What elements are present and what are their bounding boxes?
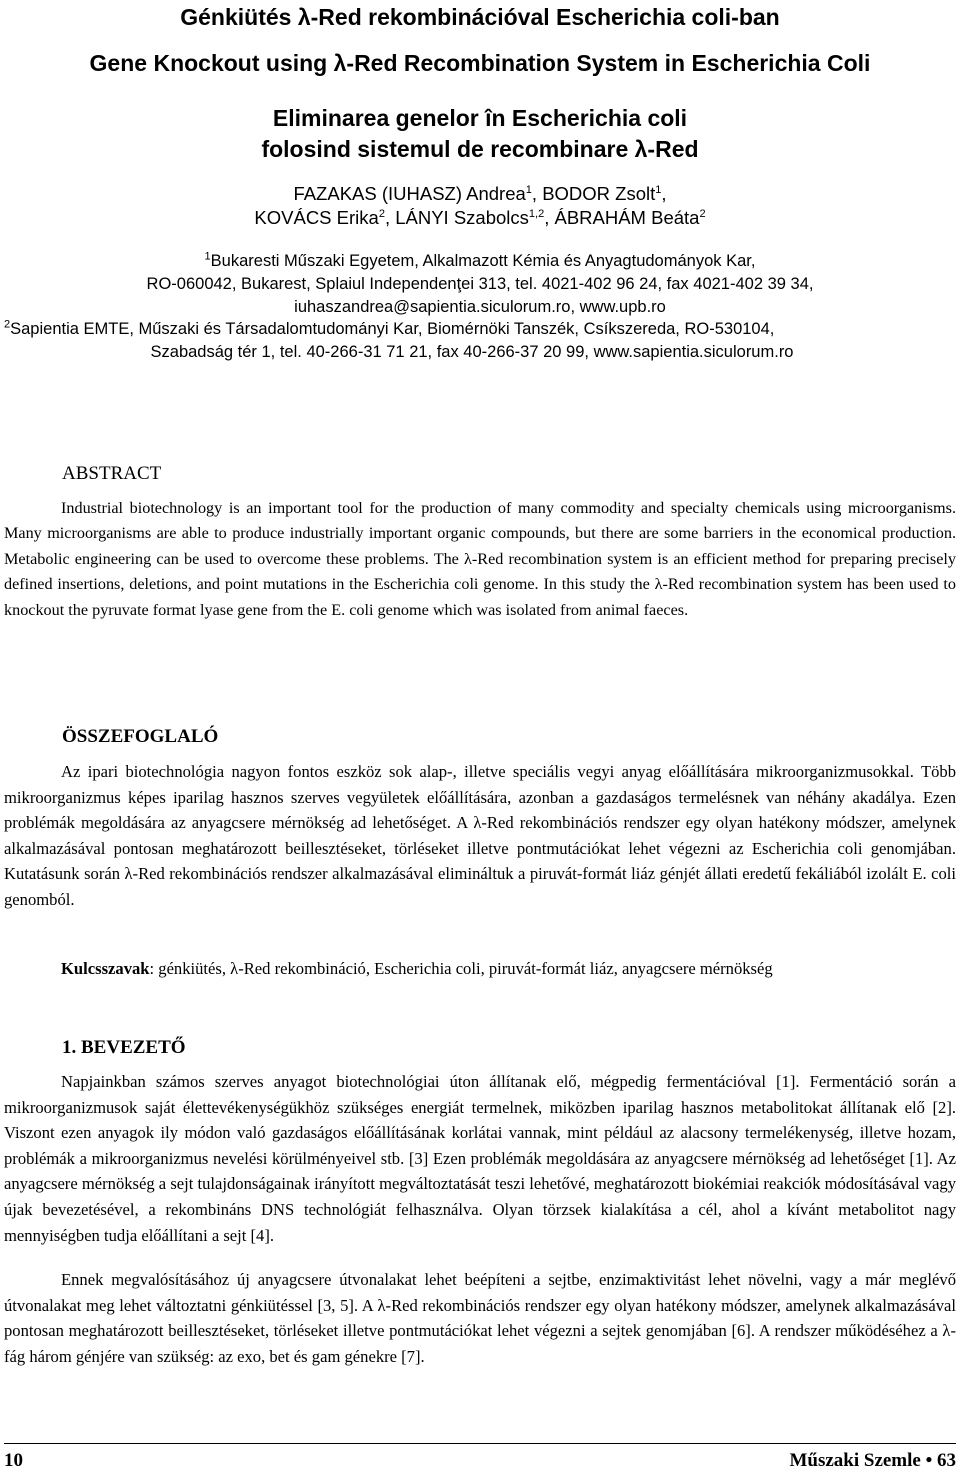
affiliation-1-line2: RO-060042, Bukarest, Splaiul Independenţei 313, tel. 4021-402 96 24, fax 4021-402 39 34, (146, 275, 814, 293)
section-1-paragraph-1: Napjainkban számos szerves anyagot biotechnológiai úton állítanak elő, mégpedig fermentációval [1]. Fermentáció során a mikroorganizmusok saját élettevékenységükhöz szükséges energiát termelnek, miközben iparilag hasznos metabolitokat állítanak elő [2]. Viszont ezen anyagok ily módon való gazdaságos előállításának korlátai vannak, mint például az alacsony termelékenység, illetve hozam, problémák a mikroorganizmus nevelési körülményeivel stb. [3] Ezen problémák megoldására az anyagcsere mérnökség ad lehetőséget [1]. Az anyagcsere mérnökség a sejt tulajdonságainak irányított megváltoztatását teszi lehetővé, meghatározott biokémiai reakciók módosításával vagy újak bevezetésével, a rekombináns DNS technológiát felhasználva. Olyan törzsek kialakítása a cél, ahol a kívánt metabolitot nagy mennyiségben tudja előállítani a sejt [4]. (4, 1072, 956, 1245)
author-kovacs: KOVÁCS Erika (254, 207, 379, 228)
affiliation-1-text-1: Bukaresti Műszaki Egyetem, Alkalmazott Kémia és Anyagtudományok Kar, (210, 252, 756, 270)
affiliation-2-line2: Szabadság tér 1, tel. 40-266-31 71 21, fax 40-266-37 20 99, www.sapientia.siculorum.ro (150, 343, 794, 361)
title-romanian-line1: Eliminarea genelor în Escherichia coli (272, 105, 688, 131)
footer-divider (4, 1443, 956, 1444)
abstract-text: Industrial biotechnology is an important tool for the production of many commodity and specialty chemicals using microorganisms. Many microorganisms are able to produce industrially important organic compounds, but there are some barriers in the economical production. Metabolic engineering can be used to overcome these problems. The λ-Red recombination system is an efficient method for preparing precisely defined insertions, deletions, and point mutations in the Escherichia coli genome. In this study the λ-Red recombination system has been used to knockout the pyruvate format lyase gene from the E. coli genome which was isolated from animal faeces. (4, 499, 956, 619)
keywords (4, 956, 956, 982)
authors-line1: FAZAKAS (IUHASZ) Andrea$^1$, BODOR Zsolt$^1$, (293, 183, 667, 204)
author-abraham: ÁBRAHÁM Beáta (554, 207, 700, 228)
title-english: Gene Knockout using λ-Red Recombination System in Escherichia Coli (89, 50, 871, 76)
author-bodor: BODOR Zsolt (542, 183, 656, 204)
keywords-text: : génkiütés, λ-Red rekombináció, Escherichia coli, piruvát-formát liáz, anyagcsere mérnökség (149, 959, 773, 978)
keywords-label: Kulcsszavak (61, 959, 150, 978)
affiliation-2-text-1: Sapientia EMTE, Műszaki és Társadalomtudományi Kar, Biomérnöki Tanszék, Csíkszereda, RO-530104, (10, 320, 775, 338)
osszefoglalo-text: Az ipari biotechnológia nagyon fontos eszköz sok alap-, illetve speciális vegyi anyag előállítására mikroorganizmusokkal. Több mikroorganizmus képes iparilag hasznos szerves vegyületek előállítására, azonban a gazdaságos termelésnek van néhány akadálya. Ezen problémák megoldására az anyagcsere mérnökség ad lehetőséget. A λ-Red rekombinációs rendszer egy olyan hatékony módszer, amelynek alkalmazásával pontosan meghatározott beillesztéseket, törléseket illetve pontmutációkat lehet végezni az Escherichia coli genomjában. Kutatásunk során λ-Red rekombinációs rendszer alkalmazásával elimináltuk a piruvát-formát liáz génjét állati eredetű fekáliából izolált E. coli genomból. (4, 762, 956, 909)
section-1-heading: 1. BEVEZETŐ (62, 1037, 186, 1058)
section-1-paragraph-2: Ennek megvalósításához új anyagcsere útvonalakat lehet beépíteni a sejtbe, enzimaktivitást lehet növelni, vagy a már meglévő útvonalakat meg lehet változtatni génkiütéssel [3, 5]. A λ-Red rekombinációs rendszer egy olyan hatékony módszer, amelynek alkalmazásával pontosan meghatározott beillesztéseket, törléseket illetve pontmutációkat lehet végezni a sejtek genomjában [6]. A rendszer működéséhez a λ-fág három génjére van szükség: az exo, bet és gam génekre [7]. (4, 1270, 956, 1366)
abstract-heading: ABSTRACT (62, 463, 162, 484)
title-romanian-line2: folosind sistemul de recombinare λ-Red (261, 136, 699, 162)
osszefoglalo-heading: ÖSSZEFOGLALÓ (62, 726, 219, 747)
affiliation-1-line3: iuhaszandrea@sapientia.siculorum.ro, www.upb.ro (294, 298, 666, 316)
affiliation-1-line1: $^1$Bukaresti Műszaki Egyetem, Alkalmazott Kémia és Anyagtudományok Kar, (204, 250, 756, 270)
affiliation-2-line1: $^2$Sapientia EMTE, Műszaki és Társadalomtudományi Kar, Biomérnöki Tanszék, Csíkszereda, RO-530104, (4, 318, 775, 338)
footer-page-number: 10 (4, 1450, 23, 1471)
authors-line2: KOVÁCS Erika$^2$, LÁNYI Szabolcs$^{1,2}$, ÁBRAHÁM Beáta$^2$ (254, 207, 706, 228)
author-fazakas: FAZAKAS (IUHASZ) Andrea (293, 183, 526, 204)
title-hungarian: Génkiütés λ-Red rekombinációval Escherichia coli-ban (180, 4, 780, 30)
footer-journal: Műszaki Szemle • 63 (789, 1450, 956, 1471)
author-lanyi: LÁNYI Szabolcs (395, 207, 529, 228)
